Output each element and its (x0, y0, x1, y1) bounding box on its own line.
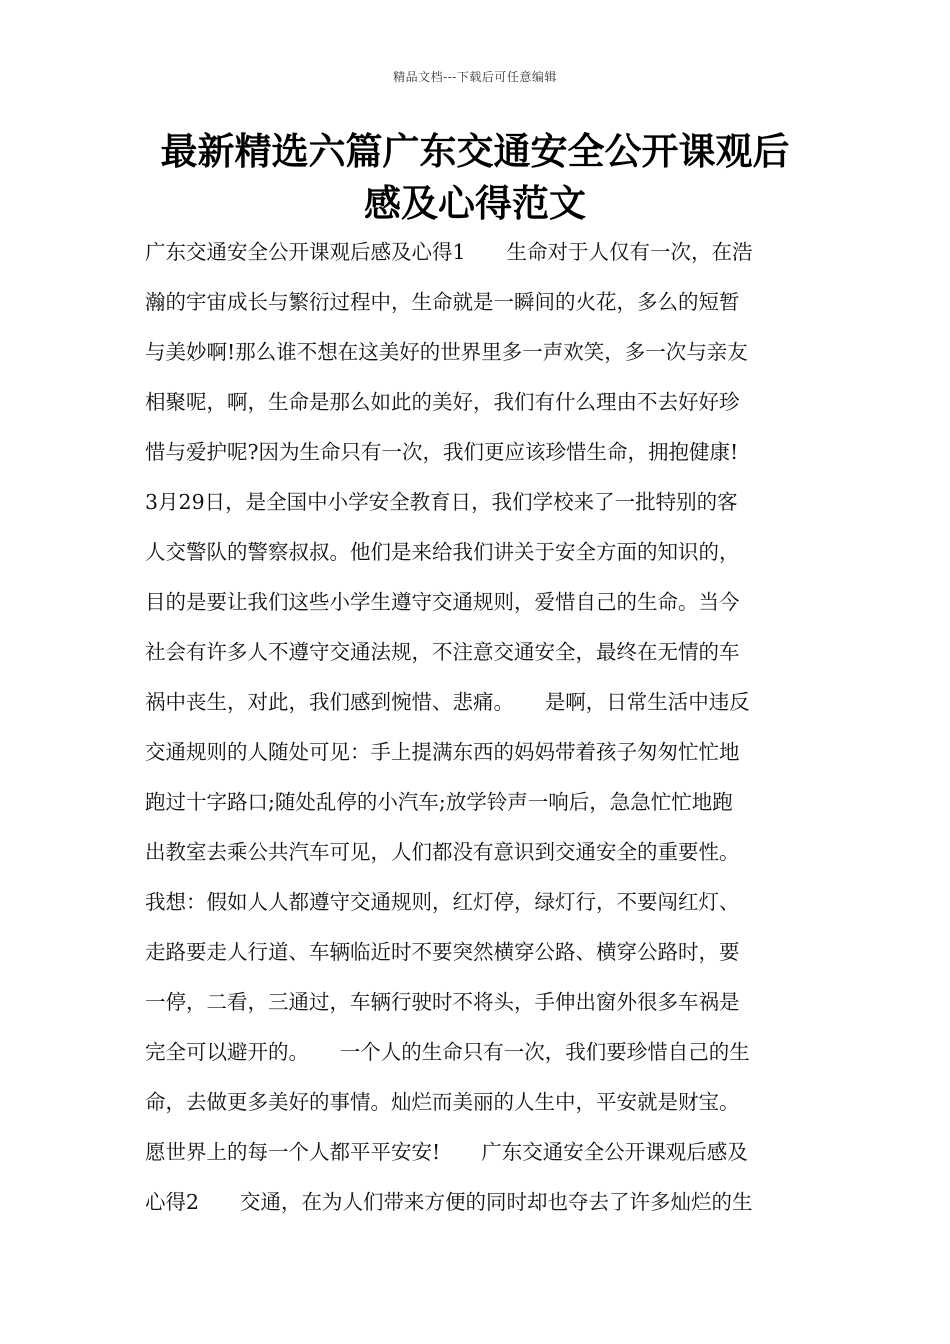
body-line: 社会有许多人不遵守交通法规，不注意交通安全，最终在无情的车 (145, 640, 740, 664)
header-note: 精品文档---下载后可任意编辑 (393, 70, 557, 84)
title-line: 感及心得范文 (364, 182, 586, 225)
body-line: 命，去做更多美好的事情。灿烂而美丽的人生中，平安就是财宝。 (145, 1090, 740, 1114)
body-line: 3月29日，是全国中小学安全教育日，我们学校来了一批特别的客 (145, 490, 738, 514)
body-line: 广东交通安全公开课观后感及心得1 生命对于人仅有一次，在浩 (145, 240, 753, 264)
body-text (145, 232, 815, 1232)
body-line: 出教室去乘公共汽车可见，人们都没有意识到交通安全的重要性。 (145, 840, 740, 864)
body-line: 相聚呢，啊，生命是那么如此的美好，我们有什么理由不去好好珍 (145, 390, 740, 414)
body-line: 完全可以避开的。 一个人的生命只有一次，我们要珍惜自己的生 (145, 1040, 750, 1064)
body-line: 人交警队的警察叔叔。他们是来给我们讲关于安全方面的知识的， (145, 540, 740, 564)
body-line: 走路要走人行道、车辆临近时不要突然横穿公路、横穿公路时，要 (145, 940, 740, 964)
body-line: 与美妙啊!那么谁不想在这美好的世界里多一声欢笑，多一次与亲友 (145, 340, 748, 364)
body-line: 跑过十字路口;随处乱停的小汽车;放学铃声一响后，急急忙忙地跑 (145, 790, 733, 814)
body-line: 交通规则的人随处可见：手上提满东西的妈妈带着孩子匆匆忙忙地 (145, 740, 740, 764)
title-line: 最新精选六篇广东交通安全公开课观后 (160, 130, 790, 173)
document-title (120, 126, 830, 230)
body-line: 愿世界上的每一个人都平平安安! 广东交通安全公开课观后感及 (145, 1140, 748, 1164)
body-line: 我想：假如人人都遵守交通规则，红灯停，绿灯行，不要闯红灯、 (145, 890, 740, 914)
body-line: 惜与爱护呢?因为生命只有一次，我们更应该珍惜生命，拥抱健康! (145, 440, 739, 464)
body-line: 目的是要让我们这些小学生遵守交通规则，爱惜自己的生命。当今 (145, 590, 740, 614)
body-line: 一停，二看，三通过，车辆行驶时不将头，手伸出窗外很多车祸是 (145, 990, 740, 1014)
body-line: 心得2 交通，在为人们带来方便的同时却也夺去了许多灿烂的生 (145, 1190, 753, 1214)
body-line: 祸中丧生，对此，我们感到惋惜、悲痛。 是啊，日常生活中违反 (145, 690, 750, 714)
body-line: 瀚的宇宙成长与繁衍过程中，生命就是一瞬间的火花，多么的短暂 (145, 290, 740, 314)
